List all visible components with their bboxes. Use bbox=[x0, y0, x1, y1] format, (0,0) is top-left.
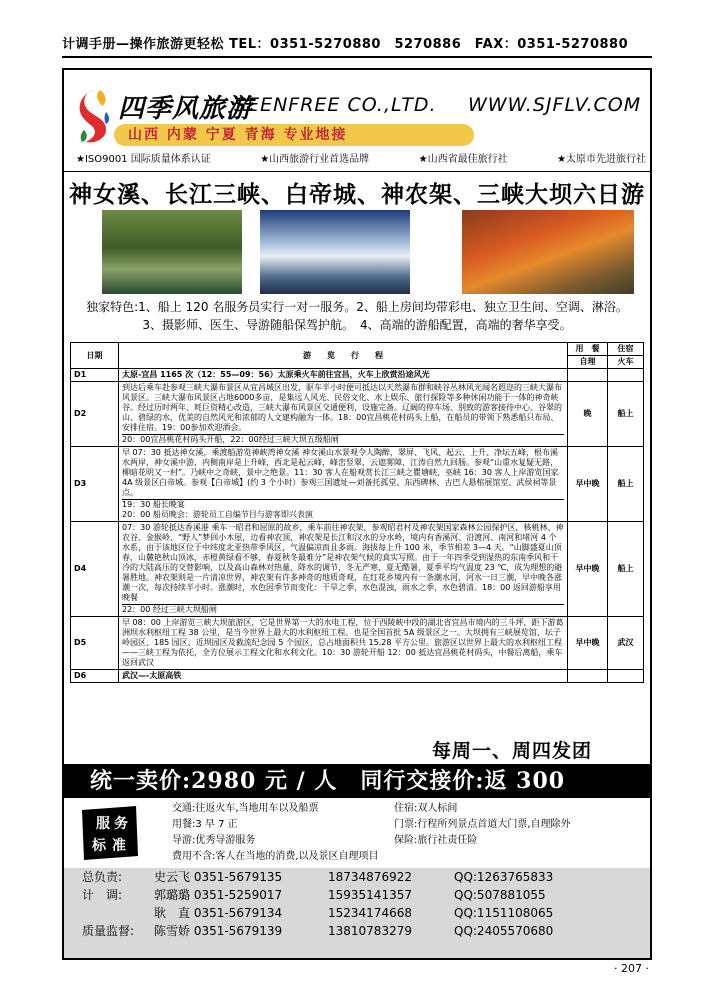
itinerary-day: D6 bbox=[71, 670, 119, 683]
contact-qq: QQ:1151108065 bbox=[454, 906, 554, 920]
contact-name-phone: 史云飞 0351-5679135 bbox=[154, 870, 283, 884]
contact-qq: QQ:1263765833 bbox=[454, 870, 554, 884]
exclusive-features bbox=[64, 298, 650, 334]
itinerary-header-row bbox=[71, 343, 644, 356]
features-line-2: 3、摄影师、医生、导游随船保驾护航。 4、高端的游船配置，高端的奢华享受。 bbox=[142, 318, 572, 332]
itinerary-description-text: 武汉—-太原高铁 bbox=[122, 671, 182, 680]
service-lodging: 住宿:双人标间 bbox=[394, 803, 458, 814]
itinerary-lodging bbox=[608, 670, 644, 683]
photo-autumn-forest bbox=[462, 210, 634, 294]
itinerary-day: D5 bbox=[71, 617, 119, 670]
brand-slogan: 山西 内蒙 宁夏 青海 专业地接 bbox=[114, 124, 474, 146]
itinerary-description bbox=[119, 382, 568, 447]
itinerary-description bbox=[119, 522, 568, 617]
itinerary-lodging: 船上 bbox=[608, 382, 644, 447]
itinerary-description-text: 到达后乘车赴参观三峡大瀑布景区从宜昌城区出发，驱车半小时便可抵达以天然瀑布群和峡谷丛林风光闻名遐迩的三峡大瀑布风景区。三峡大瀑布风景区占地6000多亩，是集远人风光、民俗文化、水上娱乐、旅行探险等多种休闲功能于一体的神奇峡谷。经过历时两年、耗巨资精心改造，三峡大瀑布风景区交通便利，设施完备。辽阔的停车场、别致的游客接待中心、谷翠的山、碧绿的水，优美的自然风光和浓郁的人文建构融为一体。18：00宜昌桃花村码头上船，在船员的带领下熟悉船只布局、安排住宿。19：00参加欢迎酒会。 bbox=[122, 383, 562, 432]
itinerary-lodging: 船上 bbox=[608, 447, 644, 522]
itinerary-description-text: 早 07：30 抵达神女溪，乘渡船游览神峡湾神女溪 神女溪山水景观令人陶醉，翠屏、飞风、起云、上升、净坛五峰，根布溪水两岸，神女溪中游，内侧南岸是上升峰，西北是起云峰，峰峦竖翠，云遮雾障，江涛自然九回肠。参观“山重水复疑无路，柳暗花明又一村”。乃峡中之奇峡，景中之绝景。11：30 客人在船观赏长江三峡之瞿塘峡、巫峡 16：30 客人上岸游览国家 4A 级景区白帝城。参观【白帝城】(约 3 个小时）参观三国遗址—刘备托孤堂、东西碑林、古巴人悬棺展馆室、武侯祠等景点。 bbox=[122, 448, 559, 497]
service-standard-badge bbox=[80, 806, 140, 860]
service-transport: 交通:往返火车,当地用车以及船票 bbox=[172, 803, 319, 814]
itinerary-meals: 早中晚 bbox=[568, 522, 608, 617]
contact-role: 质量监督: bbox=[82, 924, 135, 938]
itinerary-extra-text: 20：00宜昌桃花村码头开船，22：00经过三峡大坝五级船闸 bbox=[122, 434, 564, 445]
service-tickets: 门票:行程所列景点首道大门票,自理除外 bbox=[394, 819, 571, 830]
itinerary-lodging: 船上 bbox=[608, 522, 644, 617]
service-meals: 用餐:3 早 7 正 bbox=[172, 819, 238, 830]
company-logo-icon bbox=[76, 86, 112, 146]
itinerary-table bbox=[70, 342, 644, 683]
itinerary-description-text: 07：30 游轮抵达香溪港 乘车一昭君和屈原的故乡，乘车前往神农架，参观昭君村及神农架国家森林公园保护区，核桃林、神农谷、金猴岭、“野人”梦回小木屋，边看神农顶，神农架是长江和汉水的分水岭，境内有香溪河、沿渡河、南河和堵河 4 个水系，由于该地区位于中纬度北亚热带季风区，气温偏凉而且多雨。海拔每上升 100 米，季节相差 3—4 天。“山脚盛夏山顶春，山麓艳秋山顶冰，赤橙黄绿看不够，春夏秋冬最难分”是神农架气候的真实写照。由于一年四季受到湿热的东南季风和干冷的大陆高压的交替影响，以及高山森林对热量、降水的调节，冬无严寒，夏无酷暑，夏季平均气温度 23 ℃，成为理想的避暑胜地。神农架则是一片清凉世界，神农架有许多神奇的地质奇观，在红花乡境内有一条潮水河，河水一日三潮，早中晚各涨潮一次，每次持续半小时。涨潮时，水色因季节而变化：干旱之季，水色混浊，雨水之季，水色碧清。18：00 返回游船享用晚餐 bbox=[122, 523, 564, 602]
photo-mountain-clouds bbox=[260, 210, 410, 294]
brand-name-cn: 四季风旅游 bbox=[118, 94, 254, 124]
contact-mobile: 13810783279 bbox=[328, 924, 412, 938]
header-divider bbox=[64, 171, 650, 172]
itinerary-row bbox=[71, 522, 644, 617]
departure-schedule: 每周一、周四发团 bbox=[432, 740, 593, 762]
itinerary-row bbox=[71, 382, 644, 447]
tour-title: 神女溪、长江三峡、白帝城、神农架、三峡大坝六日游 bbox=[69, 181, 645, 208]
contact-role: 计 调: bbox=[82, 888, 123, 902]
badge-char: 服 bbox=[96, 816, 110, 832]
itinerary-day: D4 bbox=[71, 522, 119, 617]
badge-item: ★山西旅游行业首选品牌 bbox=[260, 154, 370, 165]
itinerary-description bbox=[119, 369, 568, 382]
itinerary-meals: 晚 bbox=[568, 382, 608, 447]
service-excluded: 费用不含:客人在当地的消费,以及景区自理项目 bbox=[172, 851, 379, 862]
itinerary-day: D1 bbox=[71, 369, 119, 382]
price-banner: 统一卖价:2980 元 / 人 同行交接价:返 300 bbox=[64, 764, 650, 798]
contact-role: 总负责: bbox=[82, 870, 123, 884]
subheader-lodging: 火车 bbox=[608, 356, 644, 369]
itinerary-meals: 早中晚 bbox=[568, 447, 608, 522]
itinerary-description bbox=[119, 670, 568, 683]
header-itinerary: 游 览 行 程 bbox=[119, 343, 568, 369]
itinerary-day: D3 bbox=[71, 447, 119, 522]
itinerary-lodging: 武汉 bbox=[608, 617, 644, 670]
top-divider bbox=[62, 56, 652, 58]
itinerary-row bbox=[71, 369, 644, 382]
header-date: 日期 bbox=[71, 343, 119, 369]
itinerary-meals bbox=[568, 670, 608, 683]
service-guide: 导游:优秀导游服务 bbox=[172, 835, 256, 846]
itinerary-row bbox=[71, 447, 644, 522]
page-number: · 207 · bbox=[614, 962, 649, 975]
contact-name-phone: 耿 直 0351-5679134 bbox=[154, 906, 283, 920]
certification-badges bbox=[76, 150, 646, 168]
itinerary-description-text: 太原-宜昌 1165 次（12：55—09：56）太原乘火车前往宜昌，火车上欣赏沿途风光 bbox=[122, 370, 430, 379]
itinerary-row bbox=[71, 670, 644, 683]
itinerary-lodging bbox=[608, 369, 644, 382]
subheader-meals: 自理 bbox=[568, 356, 608, 369]
contact-name-phone: 陈雪娇 0351-5679139 bbox=[154, 924, 283, 938]
badge-char: 标 bbox=[92, 838, 106, 854]
badge-item: ★太原市先进旅行社 bbox=[557, 154, 646, 165]
itinerary-description bbox=[119, 617, 568, 670]
header-meals: 用 餐 bbox=[568, 343, 608, 356]
contact-mobile: 15935141357 bbox=[328, 888, 412, 902]
service-insurance: 保险:旅行社责任险 bbox=[394, 835, 478, 846]
top-contact-bar: 计调手册—操作旅游更轻松 TEL：0351-5270880 5270886 FAX：0351-5270880 bbox=[62, 37, 629, 52]
contact-name-phone: 郭璐璐 0351-5259017 bbox=[154, 888, 283, 902]
page-frame bbox=[62, 68, 652, 960]
badge-char: 务 bbox=[114, 816, 128, 832]
itinerary-meals: 早中晚 bbox=[568, 617, 608, 670]
itinerary-day: D2 bbox=[71, 382, 119, 447]
brand-name-en: SEENFREE CO.,LTD. bbox=[234, 94, 437, 116]
itinerary-description-text: 早 08：00 上岸游览三峡大坝旅游区，它是世界第一大的水电工程，位于西陵峡中段的湖北省宜昌市境内的三斗坪，距下游葛洲坝水利枢纽工程 38 公里，是当今世界上最大的水利枢纽工程。也是全国首批 5A 级景区之一。大坝拥有三峡展览馆、坛子岭园区、185 园区、近坝园区及截流纪念园 5 个园区，总占地面积共 15.28 平方公里。旅游区以世界上最大的水利枢纽工程——三峡工程为依托，全方位展示工程文化和水利文化。10：30 游轮开船 12：00 抵达宜昌桃花村码头，中餐后离船，乘车返回武汉 bbox=[122, 618, 564, 667]
contact-panel bbox=[64, 868, 650, 958]
photo-gorge-river bbox=[102, 210, 242, 294]
badge-char: 准 bbox=[112, 838, 126, 854]
itinerary-row bbox=[71, 617, 644, 670]
itinerary-meals bbox=[568, 369, 608, 382]
contact-mobile: 15234174668 bbox=[328, 906, 412, 920]
brand-url: WWW.SJFLV.COM bbox=[468, 94, 642, 116]
features-line-1: 独家特色:1、船上 120 名服务员实行一对一服务。2、船上房间均带彩电、独立卫生间、空调、淋浴。 bbox=[86, 300, 628, 314]
brand-header bbox=[70, 76, 646, 150]
contact-qq: QQ:2405570680 bbox=[454, 924, 554, 938]
header-lodging: 住宿 bbox=[608, 343, 644, 356]
contact-qq: QQ:507881055 bbox=[454, 888, 546, 902]
badge-item: ★ISO9001 国际质量体系认证 bbox=[76, 154, 211, 165]
itinerary-body bbox=[71, 369, 644, 683]
badge-item: ★山西省最佳旅行社 bbox=[418, 154, 508, 165]
contact-mobile: 18734876922 bbox=[328, 870, 412, 884]
itinerary-description bbox=[119, 447, 568, 522]
itinerary-extra-text: 19：30 船长晚宴 20：00 船员晚会：游轮员工自编节目与游客即兴表演 bbox=[122, 499, 564, 520]
service-standards bbox=[64, 800, 650, 866]
itinerary-extra-text: 22：00 经过三峡大坝船闸 bbox=[122, 604, 564, 615]
